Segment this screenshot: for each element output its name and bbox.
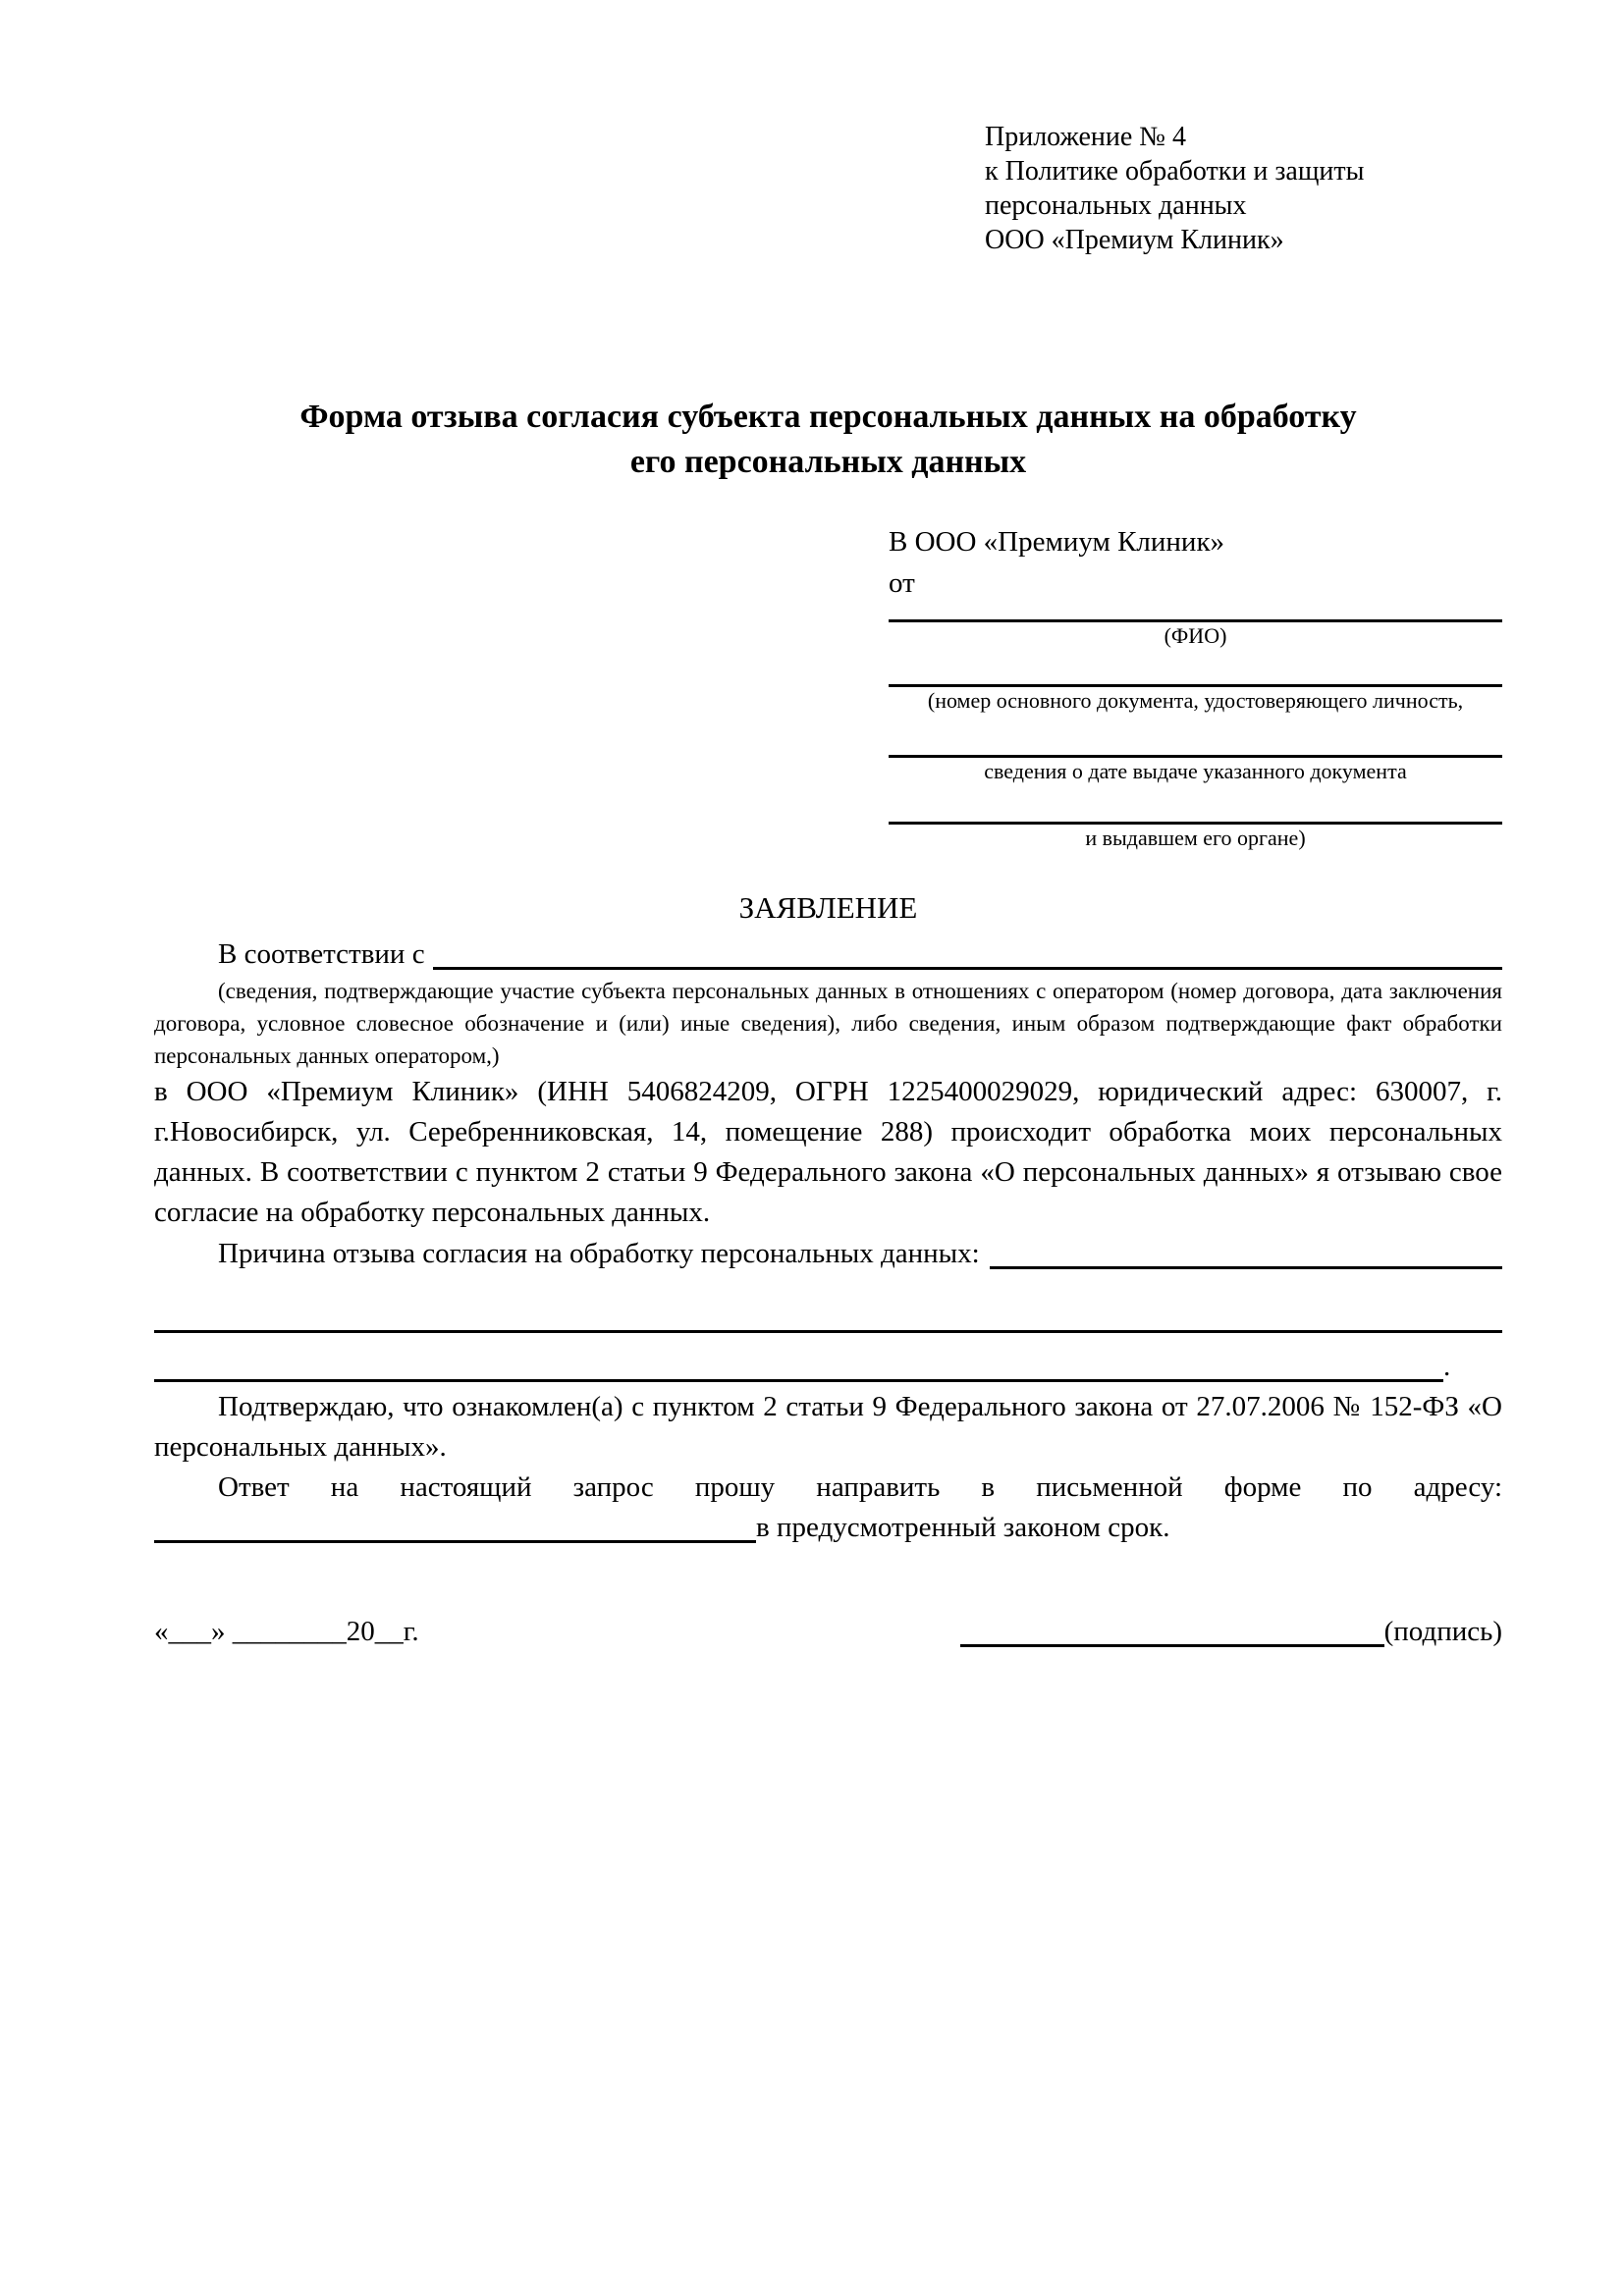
main-paragraph: в ООО «Премиум Клиник» (ИНН 5406824209, ОГРН 1225400029029, юридический адрес: 630007, г. г.Новосибирск, ул. Серебренниковская, 14, помещение 288) происходит обработка моих персональных данных. В соответствии с пунктом 2 статьи 9 Федерального закона «О персональных данных» я отзываю свое согласие на обработку персональных данных.	[154, 1076, 1502, 1228]
reason-label: Причина отзыва согласия на обработку персональных данных:	[218, 1238, 980, 1269]
appendix-line: персональных данных	[985, 190, 1247, 221]
addressee-block	[889, 521, 1502, 851]
signature-blank-line	[960, 1644, 1384, 1647]
reply-request-paragraph: Ответ на настоящий запрос прошу направить в письменной форме по адресу:	[218, 1471, 1502, 1503]
document-number-caption: (номер основного документа, удостоверяющего личность,	[927, 688, 1464, 713]
confirmation-paragraph: Подтверждаю, что ознакомлен(а) с пунктом 2 статьи 9 Федерального закона от 27.07.2006 № 152-ФЗ «О персональных данных».	[154, 1391, 1502, 1463]
reason-continuation-blank-line	[154, 1379, 1443, 1382]
basis-blank-line	[433, 967, 1502, 970]
reason-continuation-line	[154, 1347, 1502, 1387]
appendix-line: ООО «Премиум Клиник»	[985, 225, 1284, 255]
signature-group	[960, 1612, 1502, 1652]
basis-prefix: В соответствии с	[218, 938, 425, 970]
addressee-from: от	[889, 567, 915, 599]
sentence-period: .	[1443, 1351, 1451, 1382]
reason-continuation-blank-line	[154, 1330, 1502, 1333]
appendix-line: к Политике обработки и защиты	[985, 156, 1365, 187]
addressee-to: В ООО «Премиум Клиник»	[889, 526, 1225, 558]
reply-tail-text: в предусмотренный законом срок.	[756, 1512, 1170, 1543]
reason-line	[154, 1234, 1502, 1274]
signature-caption: (подпись)	[1383, 1616, 1502, 1647]
reply-address-line	[154, 1508, 1502, 1548]
reason-blank-line	[990, 1266, 1502, 1269]
date-signature-row	[154, 1612, 1502, 1652]
issuing-authority-blank-line	[889, 784, 1502, 825]
date-blank-text: «___» ________20__г.	[154, 1616, 419, 1647]
statement-body	[154, 934, 1502, 1548]
statement-heading: ЗАЯВЛЕНИЕ	[738, 890, 918, 925]
document-title-line: его персональных данных	[629, 444, 1027, 480]
document-title-line: Форма отзыва согласия субъекта персональных данных на обработку	[299, 399, 1357, 435]
basis-line	[154, 934, 1502, 975]
issue-date-blank-line	[889, 714, 1502, 758]
document-title	[154, 395, 1502, 485]
appendix-note	[985, 120, 1364, 257]
issuing-authority-caption: и выдавшем его органе)	[1085, 826, 1306, 850]
address-blank-line	[154, 1540, 756, 1543]
document-number-blank-line	[889, 649, 1502, 687]
fio-caption: (ФИО)	[1164, 623, 1227, 648]
issue-date-caption: сведения о дате выдаче указанного документа	[984, 759, 1407, 783]
fio-blank-line	[889, 604, 1502, 622]
appendix-line: Приложение № 4	[985, 122, 1186, 152]
basis-footnote: (сведения, подтверждающие участие субъекта персональных данных в отношениях с оператором (номер договора, дата заключения договора, условное словесное обозначение и (или) иные сведения), либо сведения, иным образом подтверждающие факт обработки персональных данных оператором,)	[154, 979, 1502, 1068]
